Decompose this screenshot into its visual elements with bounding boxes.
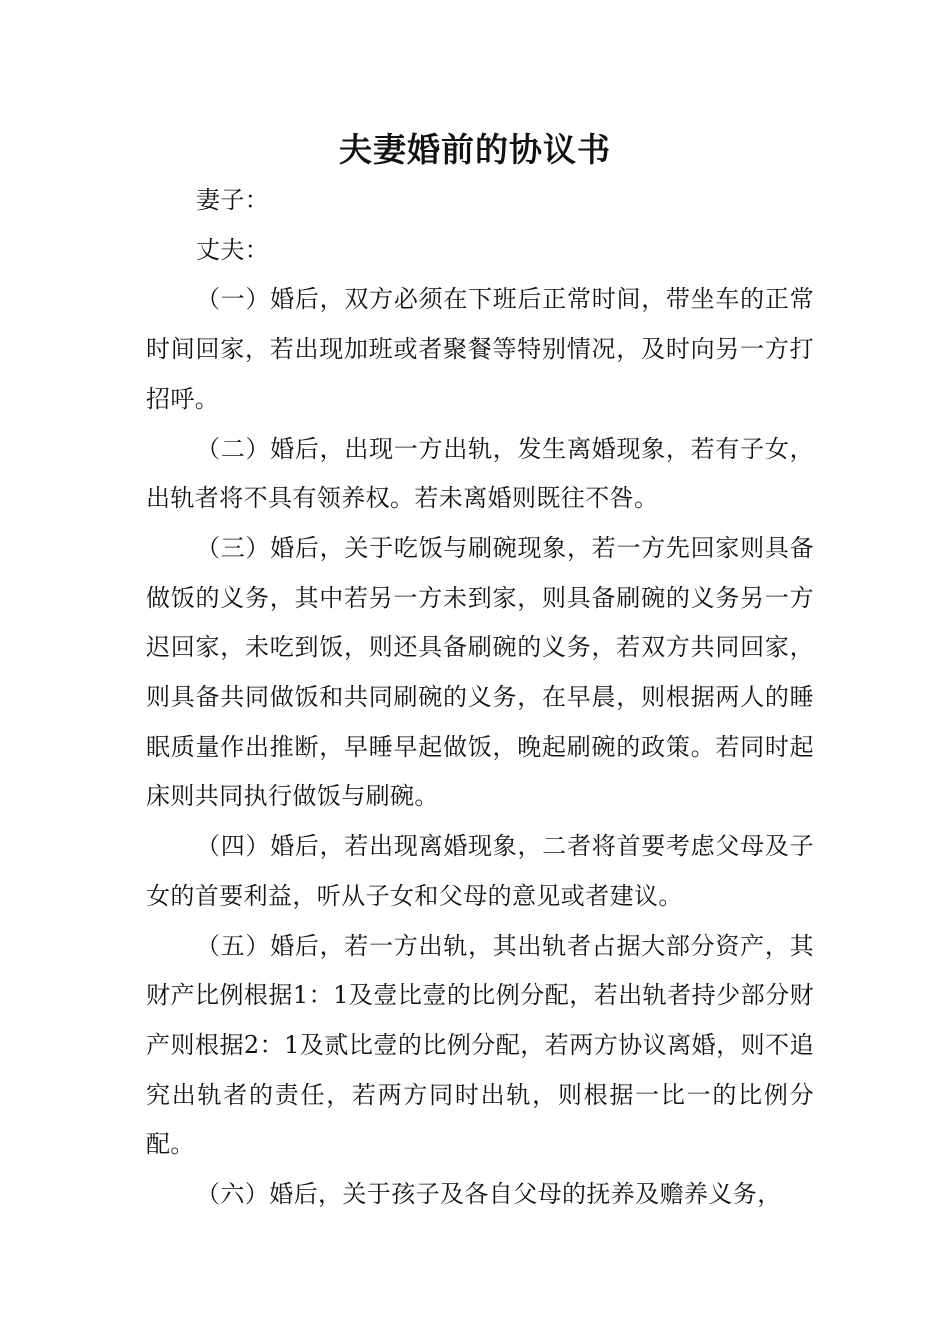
document-title: 夫妻婚前的协议书 — [339, 130, 611, 169]
wife-line: 妻子： — [196, 186, 270, 214]
clause-3: （三）婚后，关于吃饭与刷碗现象，若一方先回家则具备做饭的义务，其中若另一方未到家，则具备刷碗的义务另一方迟回家，未吃到饭，则还具备刷碗的义务，若双方共同回家，则具备共同做饭和共同刷碗的义务，在早晨，则根据两人的睡眠质量作出推断，早睡早起做饭，晚起刷碗的政策。若同时起床则共同执行做饭与刷碗。 — [146, 533, 814, 811]
document-body — [146, 176, 814, 1220]
clause-5: （五）婚后，若一方出轨，其出轨者占据大部分资产，其财产比例根据1：1及壹比壹的比例分配，若出轨者持少部分财产则根据2：1及贰比壹的比例分配，若两方协议离婚，则不追究出轨者的责任，若两方同时出轨，则根据一比一的比例分配。 — [146, 931, 814, 1159]
husband-line: 丈夫： — [196, 235, 270, 264]
clause-1: （一）婚后，双方必须在下班后正常时间，带坐车的正常时间回家，若出现加班或者聚餐等特别情况，及时向另一方打招呼。 — [146, 285, 814, 413]
clause-6: （六）婚后，关于孩子及各自父母的抚养及赡养义务， — [196, 1180, 782, 1209]
clause-2: （二）婚后，出现一方出轨，发生离婚现象，若有子女，出轨者将不具有领养权。若未离婚则既往不咎。 — [146, 434, 814, 513]
clause-4: （四）婚后，若出现离婚现象，二者将首要考虑父母及子女的首要利益，听从子女和父母的意见或者建议。 — [146, 832, 814, 910]
